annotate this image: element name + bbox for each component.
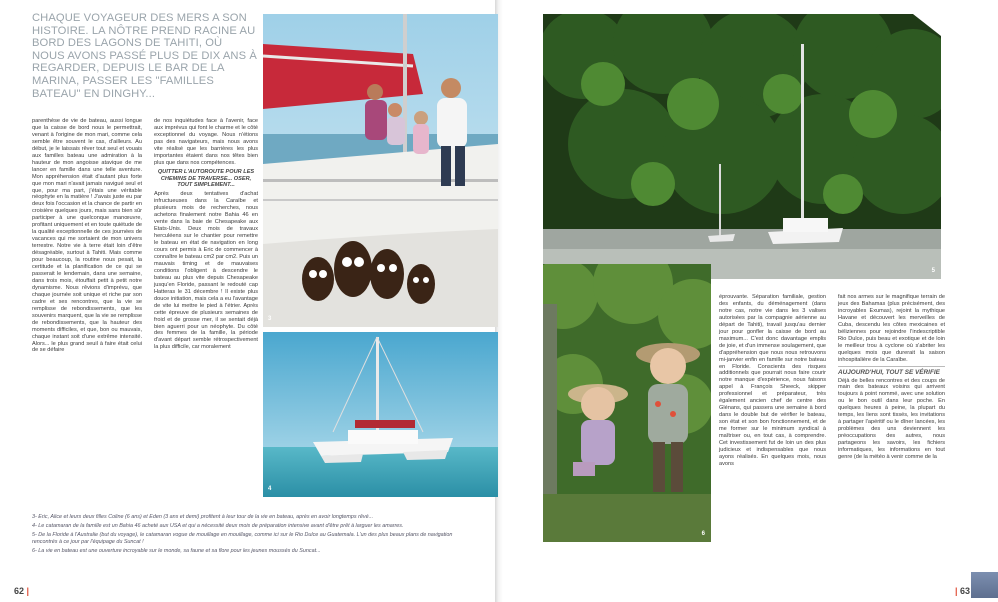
left-page bbox=[0, 0, 495, 602]
text-column-4 bbox=[838, 294, 945, 461]
caption-4: 4- Le catamaran de la famille est un Bahia 46 acheté aux USA et qui a nécessité deux mois de préparation intensive avant d'être prêt à larguer les amarres. bbox=[32, 522, 404, 529]
folio-left-number: 62 bbox=[14, 586, 25, 596]
column-1-text: parenthèse de vie de bateau, aussi longue que la caisse de bord nous le permettrait, venant à l'origine de mon mari, comme cela semble être souvent le cas, d'ailleurs. Au début, je le laissais rêver tout seul et vouais aux familles bateau une admiration à la hauteur de mon angoisse atavique de me lancer en famille dans une telle aventure. Mon appréhension était d'autant plus forte que mon mari n'avait jamais navigué seul et que, pour ma part, j'étais une véritable néophyte en la matière ! J'avais juste eu par deux fois l'occasion et la chance de partir en croisière quelques jours, mais sans bien sûr participer à une quelconque manœuvre, profitant uniquement et en toute quiétude de la qualité exceptionnelle de ces journées de vacances qui me sortaient de mon univers terrestre. Notre vie à terre était loin d'être désagréable, surtout à Tahiti. Mais comme pour beaucoup, la routine nous pesait, la certitude et la planification de ce qui se passerait le lendemain, dans une semaine, dans trois mois, étouffait petit à petit notre dynamisme. Nous rêvions d'imprévu, que chaque journée soit unique et riche par son cadre et ses rencontres, que la vie se remplisse de rebondissements, que les souvenirs marquent, que la vie se remplisse de rebondissements, que la hauteur des moments difficiles, et que, bon ou mauvais, chaque instant soit d'une extrême intensité. Alors... le plus grand seuil à faire était celui de se défaire bbox=[32, 118, 142, 354]
children-illustration bbox=[543, 264, 711, 542]
photo-number-4: 4 bbox=[268, 486, 272, 492]
photo-rio-dulce bbox=[543, 14, 941, 279]
folio-right-number: 63 bbox=[960, 586, 971, 596]
column-2b-text: Après deux tentatives d'achat infructueuses dans la Caraïbe et plusieurs mois de recherches, nous achetons finalement notre Bahia 46 en vente dans la baie de Chesapeake aux Etats-Unis. Deux mois de travaux herculéens sur le chantier pour remettre le bateau en état de navigation en long cours ont permis à Eric de commencer à connaître le bateau cm2 par cm2. Puis un mauvais timing et de mauvaises conditions l'obligent à descendre le bateau au plus vite depuis Chesapeake jusqu'en Floride, passant le redouté cap Hatteras le 31 décembre ! Il existe plus douce initiation, mais cela a eu l'avantage de vite lui mettre le pied à l'étrier. Après cette épreuve de plusieurs semaines de froid et de grosse mer, il se sentait déjà bien aguerri pour un néophyte. Du côté des femmes de la famille, la période d'avant départ semble rétrospectivement la plus difficile, car moralement bbox=[154, 191, 258, 351]
photo-number-3: 3 bbox=[268, 316, 272, 322]
column-2a-text: de nos inquiétudes face à l'avenir, face aux imprévus qui font le charme et le côté exceptionnel du voyage. Nous n'étions pas des navigateurs, mais nous avons vite réalisé que les barrières les plus importantes étaient dans nos têtes bien plus que dans nos compétences. bbox=[154, 118, 258, 166]
catamaran-illustration bbox=[263, 332, 498, 497]
photo-family-on-boat bbox=[263, 14, 498, 327]
photo-number-5: 5 bbox=[931, 268, 935, 274]
column-4a-text: fait nos armes sur le magnifique terrain de jeux des Bahamas (plus précisément, des incroyables Exumas), rejoint la mythique Havane et découvert les merveilles de Cuba, descendu les côtes mexicaines et béliziennes pour rejoindre l'indescriptible Rio Dulce, puis beau et exotique et de loin le meilleur trou à cyclone où s'abriter les quelques mois que durerait la saison inhospitalière de la Caraïbe. bbox=[838, 294, 945, 363]
page-number-left: 62 | bbox=[14, 586, 30, 596]
photo-captions bbox=[32, 514, 472, 557]
page-number-right: | 63 bbox=[955, 586, 971, 596]
right-page bbox=[503, 0, 998, 602]
rio-dulce-illustration bbox=[543, 14, 941, 279]
family-photo-illustration bbox=[263, 14, 498, 327]
photo-catamaran-anchored bbox=[263, 332, 498, 497]
text-column-1 bbox=[32, 118, 142, 354]
caption-3: 3- Eric, Alice et leurs deux filles Coline (6 ans) et Eden (3 ans et demi) profitent à leur tour de la vie en bateau, après en avoir longtemps rêvé... bbox=[32, 514, 374, 520]
text-column-2 bbox=[154, 118, 258, 351]
column-4b-text: Déjà de belles rencontres et des coups de main des bateaux voisins qui arrivent toujours à point nommé, avec une solution ou le bon outil dans leur poche. En quelques heures à peine, la plupart du temps, les liens sont tissés, les invitations à partager l'apéritif ou le dîner lancées, les problèmes des uns deviennent les préoccupations des autres, nous partageons les savoirs, les fichiers informatiques, les informations en tout genre (de la météo à venir comme de la bbox=[838, 377, 945, 461]
corner-tab bbox=[971, 572, 998, 598]
intro-text: CHAQUE VOYAGEUR DES MERS A SON HISTOIRE. LA NÔTRE PREND RACINE AU BORD DES LAGONS DE TAHITI, OÙ NOUS AVONS PASSÉ PLUS DE DIX ANS À REGARDER, DEPUIS LE BAR DE LA MARINA, PASSER LES "FAMILLES BATEAU" EN DINGHY... bbox=[32, 12, 257, 100]
photo-children-jungle bbox=[543, 264, 711, 542]
photo-number-6: 6 bbox=[701, 531, 705, 537]
subheading-2: AUJOURD'HUI, TOUT SE VÉRIFIE bbox=[838, 366, 945, 376]
column-3-text: éprouvante. Séparation familiale, gestion des enfants, du déménagement (dans notre cas, notre vie dans les 3 valises autorisées par la compagnie aérienne au départ de Tahiti), travail jusqu'au dernier jour pour gonfler la caisse de bord au maximum... C'est donc davantage emplis de joie, et d'un immense soulagement, que d'appréhension que nous nous retrouvons mi-janvier enfin en famille sur notre bateau en Floride. Conscients des risques additionnels que pourrait nous faire courir notre manque d'expérience, nous faisons appel à François Sheeck, skipper professionnel et préparateur, très également ancien chef de centre des Glénans, qui passera une semaine à bord dans le double but de vérifier le bateau, son état et son bon fonctionnement, et de me former sur le minimum syndical à maîtriser ou, en tout cas, à comprendre. Cet investissement fut de loin un des plus judicieux et indispensables que nous ayons réalisés. En quelques mois, nous avons bbox=[719, 294, 826, 467]
subheading-1: QUITTER L'AUTOROUTE POUR LES CHEMINS DE TRAVERSE... OSER, TOUT SIMPLEMENT... bbox=[157, 168, 255, 189]
caption-5: 5- De la Floride à l'Australie (but du voyage), le catamaran vogue de mouillage en mouillage, comme ici sur le Rio Dulce au Guatemala. L'un des plus beaux plans de navigation rencontrés à ce jour par l'équipage du Suncat ! bbox=[32, 531, 453, 546]
caption-6: 6- La vie en bateau est une ouverture incroyable sur le monde, sa faune et sa flore pour les jeunes moussés du Suncat... bbox=[32, 548, 321, 555]
text-column-3 bbox=[719, 294, 826, 468]
